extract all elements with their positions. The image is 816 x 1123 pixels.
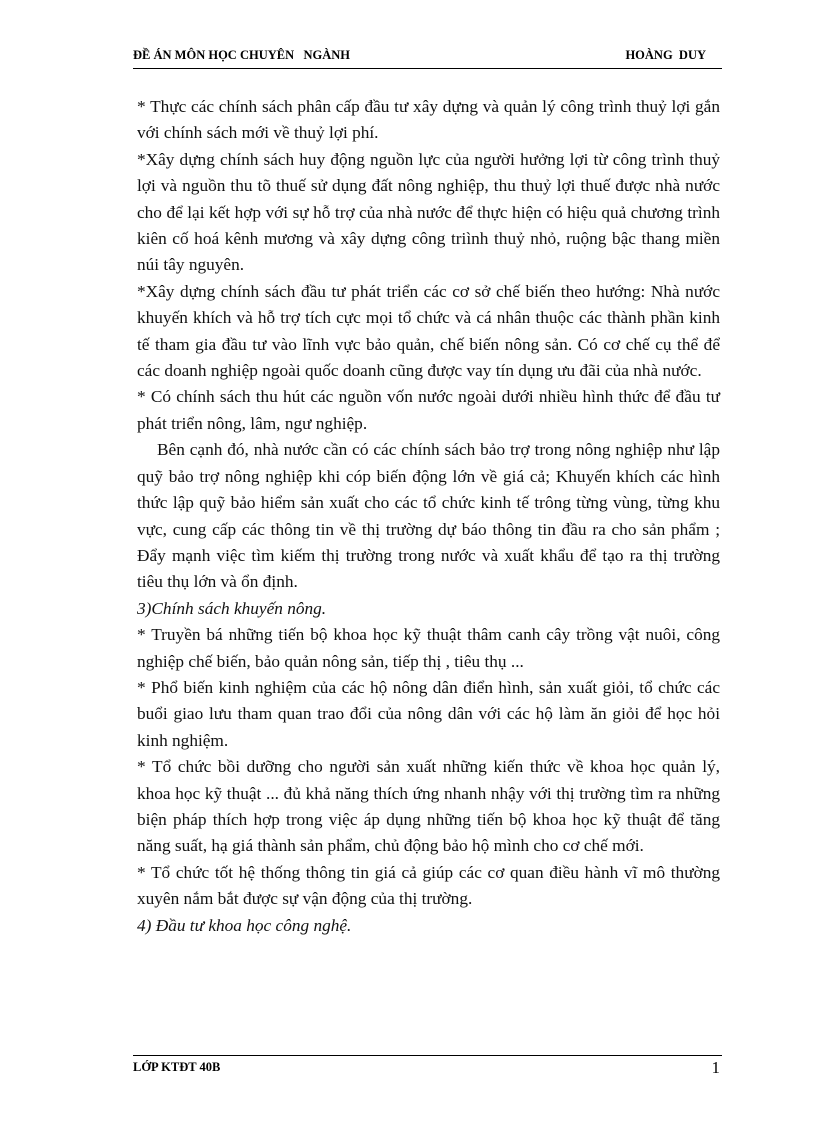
header-rule [133,68,722,69]
paragraph-processing-investment: *Xây dựng chính sách đầu tư phát triển các cơ sở chế biến theo hướng: Nhà nước khuyến khích và hỗ trợ tích cực mọi tổ chức và cá nhân thuộc các thành phần kinh tế tham gia đầu tư vào lĩnh vực bảo quản, chế biến nông sản. Có cơ chế cụ thể để các doanh nghiệp ngoài quốc doanh cũng được vay tín dụng ưu đãi của nhà nước. [137,281,720,381]
page-number: 1 [711,1058,720,1077]
paragraph-protection-fund: Bên cạnh đó, nhà nước cần có các chính sách bảo trợ trong nông nghiệp như lập quỹ bảo trợ nông nghiệp khi cóp biến động lớn về giá cả; Khuyến khích các hình thức lập quỹ bảo hiểm sản xuất cho các tổ chức kinh tế trông từng vùng, từng khu vực, cung cấp các thông tin về thị trường dự báo thông tin đầu ra cho sản phẩm ; Đẩy mạnh việc tìm kiếm thị trường trong nước và xuất khẩu để tạo ra thị trường tiêu thụ lớn và ổn định. [137,440,720,592]
section-heading-extension: 3)Chính sách khuyến nông. [137,598,327,618]
paragraph-resource-mobilization: *Xây dựng chính sách huy động nguồn lực của người hưởng lợi từ công trình thuỷ lợi và nguồn thu tõ thuế sử dụng đất nông nghiệp, thu thuỷ lợi thuế được nhà nước cho để lại kết hợp với sự hỗ trợ của nhà nước để thực hiện có hiệu quả chương trình kiên cố hoá kênh mương và xây dựng công triình thuỷ nhỏ, ruộng bậc thang miền núi tây nguyên. [137,149,720,275]
paragraph-training: * Tổ chức bồi dưỡng cho người sản xuất những kiến thức về khoa học quản lý, khoa học kỹ thuật ... đủ khả năng thích ứng nhanh nhậy với thị trường tìm ra những biện pháp thích hợp trong việc áp dụng những tiến bộ khoa học kỹ thuật để tăng năng suất, hạ giá thành sản phẩm, chủ động bảo hộ mình cho cơ chế mới. [137,757,720,856]
section-heading-science-investment: 4) Đầu tư khoa học công nghệ. [137,915,352,935]
header-course-title: ĐỀ ÁN MÔN HỌC CHUYÊN NGÀNH [133,48,351,62]
paragraph-irrigation-decentralization: * Thực các chính sách phân cấp đầu tư xây dựng và quản lý công trình thuỷ lợi gắn với chính sách mới về thuỷ lợi phí. [137,97,720,143]
footer-rule [133,1055,722,1056]
page-header [133,48,722,70]
header-author: HOÀNG DUY [625,48,706,62]
document-body [137,94,720,939]
paragraph-foreign-capital: * Có chính sách thu hút các nguồn vốn nước ngoài dưới nhiều hình thức để đầu tư phát triển nông, lâm, ngư nghiệp. [137,387,720,433]
page-footer [133,1060,722,1082]
footer-class-label: LỚP KTĐT 40B [133,1060,221,1074]
paragraph-technology-transfer: * Truyền bá những tiến bộ khoa học kỹ thuật thâm canh cây trồng vật nuôi, công nghiệp chế biến, bảo quản nông sản, tiếp thị , tiêu thụ ... [137,625,720,671]
paragraph-experience-sharing: * Phổ biến kinh nghiệm của các hộ nông dân điển hình, sản xuất giỏi, tổ chức các buổi giao lưu tham quan trao đổi của nông dân với các hộ làm ăn giỏi để học hỏi kinh nghiệm. [137,677,720,750]
paragraph-price-information: * Tổ chức tốt hệ thống thông tin giá cả giúp các cơ quan điều hành vĩ mô thường xuyên nắm bắt được sự vận động của thị trường. [137,862,720,909]
